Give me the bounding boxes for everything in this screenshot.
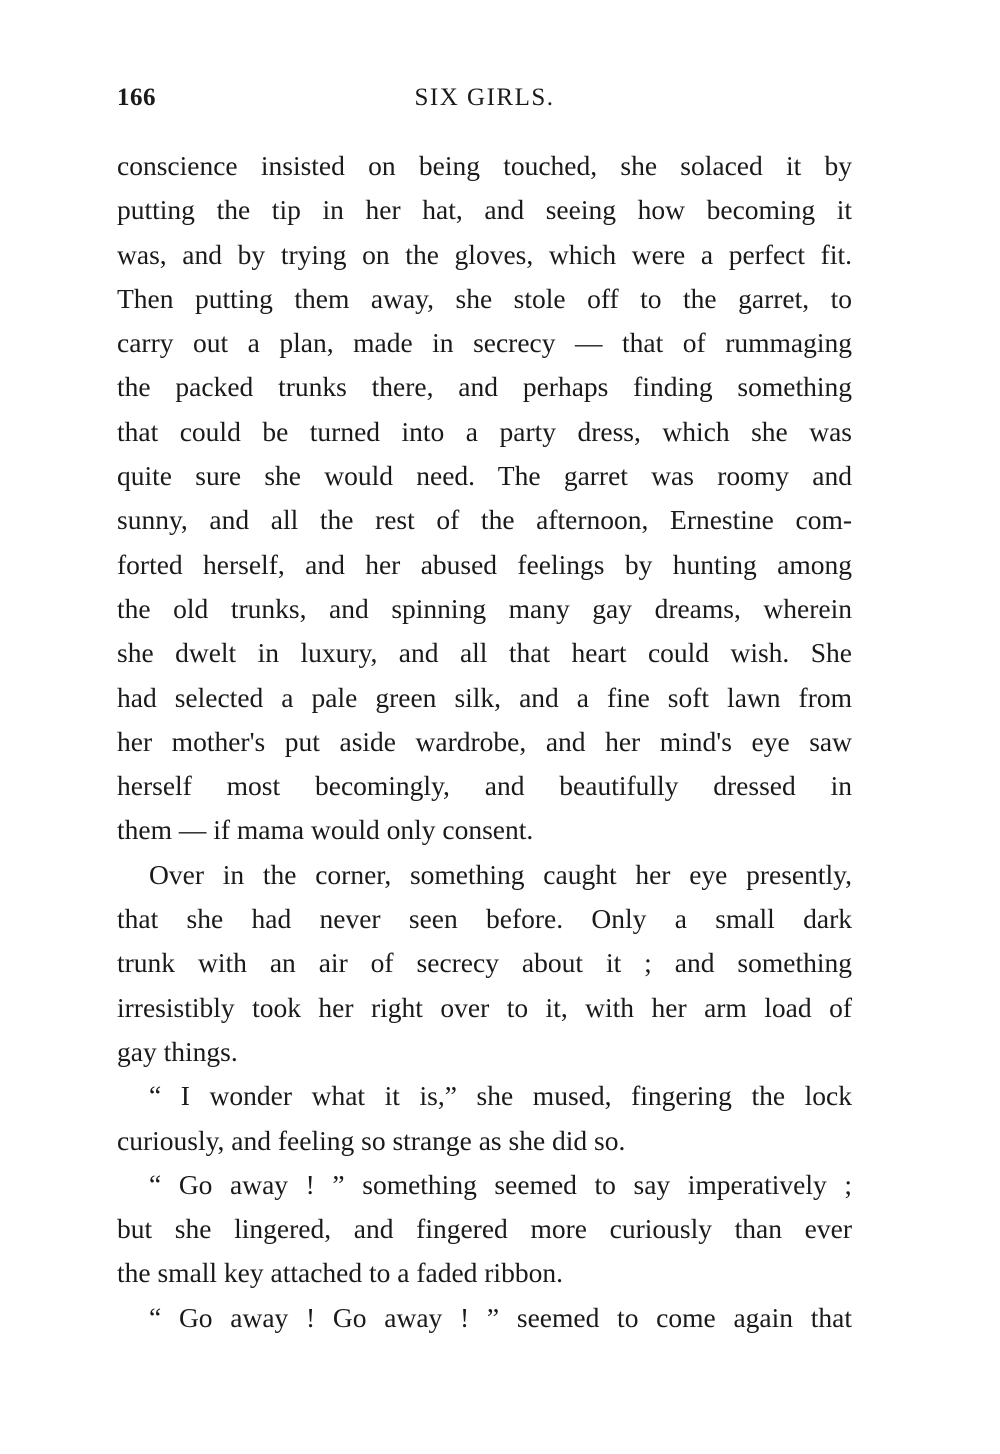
text-line: the old trunks, and spinning many gay dreams, wherein bbox=[117, 592, 852, 624]
text-line: irresistibly took her right over to it, with her arm load of bbox=[117, 991, 852, 1023]
text-line: the packed trunks there, and perhaps finding something bbox=[117, 371, 852, 403]
text-line: that she had never seen before. Only a small dark bbox=[117, 903, 852, 935]
running-title: SIX GIRLS. bbox=[414, 84, 555, 111]
text-line: quite sure she would need. The garret was roomy and bbox=[117, 460, 852, 492]
text-line: curiously, and feeling so strange as she did so. bbox=[117, 1124, 626, 1156]
text-line: Then putting them away, she stole off to the garret, to bbox=[117, 282, 852, 314]
text-line: sunny, and all the rest of the afternoon, Ernestine com- bbox=[117, 504, 852, 536]
running-head bbox=[117, 84, 852, 120]
text-line: herself most becomingly, and beautifully dressed in bbox=[117, 770, 852, 802]
text-line: had selected a pale green silk, and a fine soft lawn from bbox=[117, 681, 852, 713]
text-line: “ I wonder what it is,” she mused, fingering the lock bbox=[149, 1080, 852, 1112]
text-line: was, and by trying on the gloves, which were a perfect fit. bbox=[117, 238, 852, 270]
text-line: putting the tip in her hat, and seeing how becoming it bbox=[117, 194, 852, 226]
text-line: that could be turned into a party dress, which she was bbox=[117, 415, 852, 447]
text-line: the small key attached to a faded ribbon. bbox=[117, 1257, 563, 1289]
text-line: “ Go away ! Go away ! ” seemed to come again that bbox=[149, 1301, 852, 1333]
text-line: she dwelt in luxury, and all that heart could wish. She bbox=[117, 637, 852, 669]
text-line: conscience insisted on being touched, she solaced it by bbox=[117, 150, 852, 181]
text-line: “ Go away ! ” something seemed to say imperatively ; bbox=[149, 1168, 852, 1200]
text-line: her mother's put aside wardrobe, and her mind's eye saw bbox=[117, 725, 852, 757]
body-text bbox=[117, 144, 852, 1340]
text-line: forted herself, and her abused feelings by hunting among bbox=[117, 548, 852, 580]
text-line: but she lingered, and fingered more curiously than ever bbox=[117, 1213, 852, 1245]
page-number: 166 bbox=[117, 84, 156, 111]
text-line: gay things. bbox=[117, 1035, 238, 1067]
text-line: Over in the corner, something caught her eye presently, bbox=[149, 858, 852, 890]
text-line: trunk with an air of secrecy about it ; and something bbox=[117, 947, 852, 979]
text-line: carry out a plan, made in secrecy — that of rummaging bbox=[117, 327, 852, 359]
text-line: them — if mama would only consent. bbox=[117, 814, 534, 846]
